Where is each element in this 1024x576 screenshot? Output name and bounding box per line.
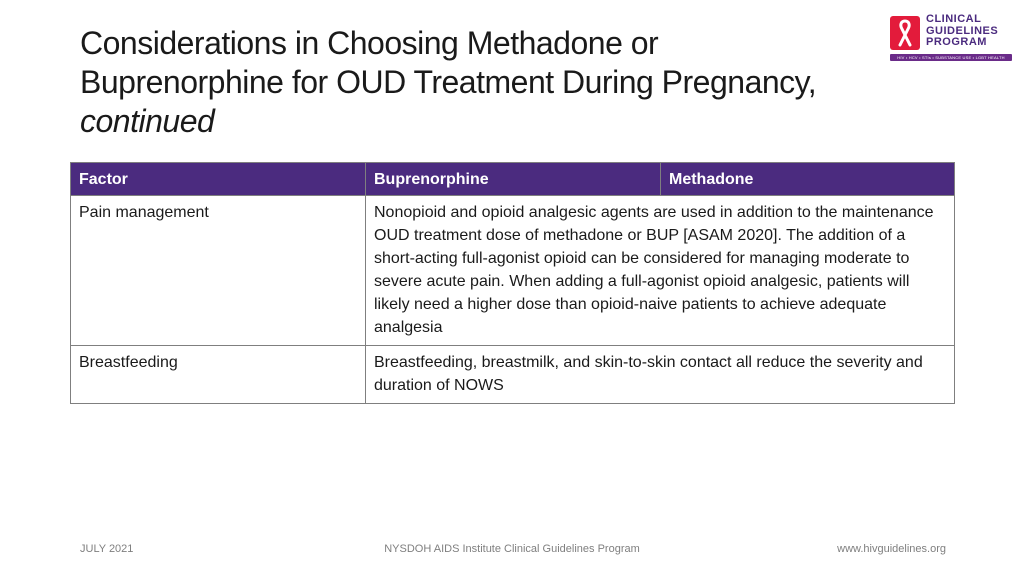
logo-line-1: CLINICAL xyxy=(926,13,982,25)
row-factor-cell: Breastfeeding xyxy=(71,346,366,404)
awareness-ribbon-icon xyxy=(890,16,920,50)
table-row xyxy=(71,346,955,404)
row-detail-cell: Breastfeeding, breastmilk, and skin-to-skin contact all reduce the severity and duration of NOWS xyxy=(366,346,955,404)
footer-date: JULY 2021 xyxy=(80,543,134,555)
row-detail-cell: Nonopioid and opioid analgesic agents are used in addition to the maintenance OUD treatment dose of methadone or BUP [ASAM 2020]. The addition of a short-acting full-agonist opioid can be considered for managing moderate to severe acute pain. When adding a full-agonist opioid analgesic, patients will likely need a higher dose than opioid-naive patients to achieve adequate analgesia xyxy=(366,196,955,346)
logo-line-3: PROGRAM xyxy=(926,36,987,48)
title-line-1: Considerations in Choosing Methadone or xyxy=(80,25,659,61)
header-buprenorphine: Buprenorphine xyxy=(366,163,661,196)
logo-tagline: HIV • HCV • STIs • SUBSTANCE USE • LGBT HEALTH xyxy=(890,54,1012,61)
header-factor: Factor xyxy=(71,163,366,196)
title-line-2: Buprenorphine for OUD Treatment During Pregnancy, xyxy=(80,64,817,100)
footer-website[interactable]: www.hivguidelines.org xyxy=(837,543,946,555)
clinical-guidelines-logo xyxy=(890,14,1012,66)
page-title xyxy=(80,24,900,141)
table-row xyxy=(71,196,955,346)
row-factor-cell: Pain management xyxy=(71,196,366,346)
comparison-table xyxy=(70,162,955,404)
header-methadone: Methadone xyxy=(661,163,955,196)
logo-line-2: GUIDELINES xyxy=(926,24,999,37)
logo-wordmark xyxy=(926,14,998,49)
title-subtitle: continued xyxy=(80,103,215,139)
table-header-row xyxy=(71,163,955,196)
footer-program: NYSDOH AIDS Institute Clinical Guidelines Program xyxy=(384,543,640,555)
